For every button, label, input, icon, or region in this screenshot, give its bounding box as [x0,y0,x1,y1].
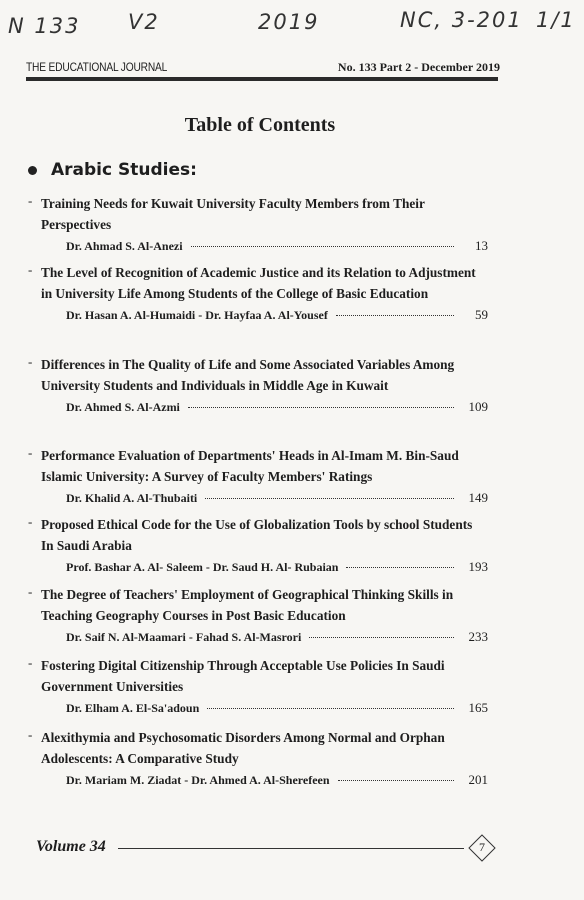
entry-title: Alexithymia and Psychosomatic Disorders Among Normal and Orphan Adolescents: A Comparative Study [41,730,445,766]
entry-authors: Dr. Khalid A. Al-Thubaiti [66,491,198,505]
entry-title: Differences in The Quality of Life and Some Associated Variables Among University Students and Individuals in Middle Age in Kuwait [41,357,455,393]
toc-entry [28,727,488,788]
entry-title: Performance Evaluation of Departments' Heads in Al-Imam M. Bin-Saud Islamic University: A Survey of Faculty Members' Ratings [41,448,459,484]
toc-entry [28,655,488,716]
bullet-icon [28,166,37,175]
dash-marker: - [28,727,33,742]
entry-page: 233 [468,629,488,644]
footer-rule [118,848,464,849]
entry-authors: Prof. Bashar A. Al- Saleem - Dr. Saud H. Al- Rubaian [66,560,339,574]
leader-dots [338,780,454,781]
entry-page: 201 [468,772,488,787]
entry-authors: Dr. Mariam M. Ziadat - Dr. Ahmed A. Al-Sherefeen [66,773,330,787]
handwritten-note-3: 2019 [258,10,320,34]
entry-authors: Dr. Ahmad S. Al-Anezi [66,239,183,253]
leader-dots [309,637,454,638]
leader-dots [188,407,454,408]
entry-page: 165 [468,700,488,715]
entry-authors: Dr. Saif N. Al-Maamari - Fahad S. Al-Masrori [66,630,302,644]
entry-title: Fostering Digital Citizenship Through Acceptable Use Policies In Saudi Government Universities [41,658,445,694]
author-line [66,700,488,716]
handwritten-note-5: 1/1 [536,8,576,32]
entry-title: Proposed Ethical Code for the Use of Globalization Tools by school Students In Saudi Arabia [41,517,473,553]
leader-dots [191,246,454,247]
author-line [66,490,488,506]
header-rule [26,77,498,81]
dash-marker: - [28,193,33,208]
page-title: Table of Contents [184,114,336,136]
handwritten-note-1: N 133 [8,14,81,38]
section-heading [28,160,197,180]
dash-marker: - [28,354,33,369]
dash-marker: - [28,445,33,460]
handwritten-note-4: NC, 3-201 [400,8,523,32]
toc-entry [28,193,488,254]
dash-marker: - [28,655,33,670]
entry-title: Training Needs for Kuwait University Faculty Members from Their Perspectives [41,196,425,232]
toc-entry [28,445,488,506]
entry-title: The Degree of Teachers' Employment of Geographical Thinking Skills in Teaching Geography Courses in Post Basic Education [41,587,454,623]
entry-authors: Dr. Hasan A. Al-Humaidi - Dr. Hayfaa A. Al-Yousef [66,308,328,322]
leader-dots [336,315,454,316]
volume-label: Volume 34 [36,838,106,855]
entry-title: The Level of Recognition of Academic Justice and its Relation to Adjustment in University Life Among Students of the College of Basic Education [41,265,476,301]
author-line [66,238,488,254]
dash-marker: - [28,514,33,529]
leader-dots [205,498,454,499]
handwritten-note-2: V2 [128,10,160,34]
handwritten-annotation [0,6,584,46]
author-line [66,399,488,415]
issue-info: No. 133 Part 2 - December 2019 [337,60,500,74]
dash-marker: - [28,262,33,277]
journal-name: THE EDUCATIONAL JOURNAL [26,60,168,74]
entry-page: 59 [475,307,488,322]
section-label: Arabic Studies: [51,160,197,180]
toc-entry [28,514,488,575]
author-line [66,772,488,788]
entry-page: 149 [468,490,488,505]
author-line [66,559,488,575]
entry-page: 109 [468,399,488,414]
leader-dots [207,708,454,709]
leader-dots [346,567,454,568]
entry-page: 193 [468,559,488,574]
toc-entry [28,262,488,323]
page-number: 7 [479,840,485,854]
entry-authors: Dr. Ahmed S. Al-Azmi [66,400,180,414]
toc-entry [28,354,488,415]
author-line [66,307,488,323]
author-line [66,629,488,645]
dash-marker: - [28,584,33,599]
toc-entry [28,584,488,645]
entry-page: 13 [475,238,488,253]
entry-authors: Dr. Elham A. El-Sa'adoun [66,701,200,715]
